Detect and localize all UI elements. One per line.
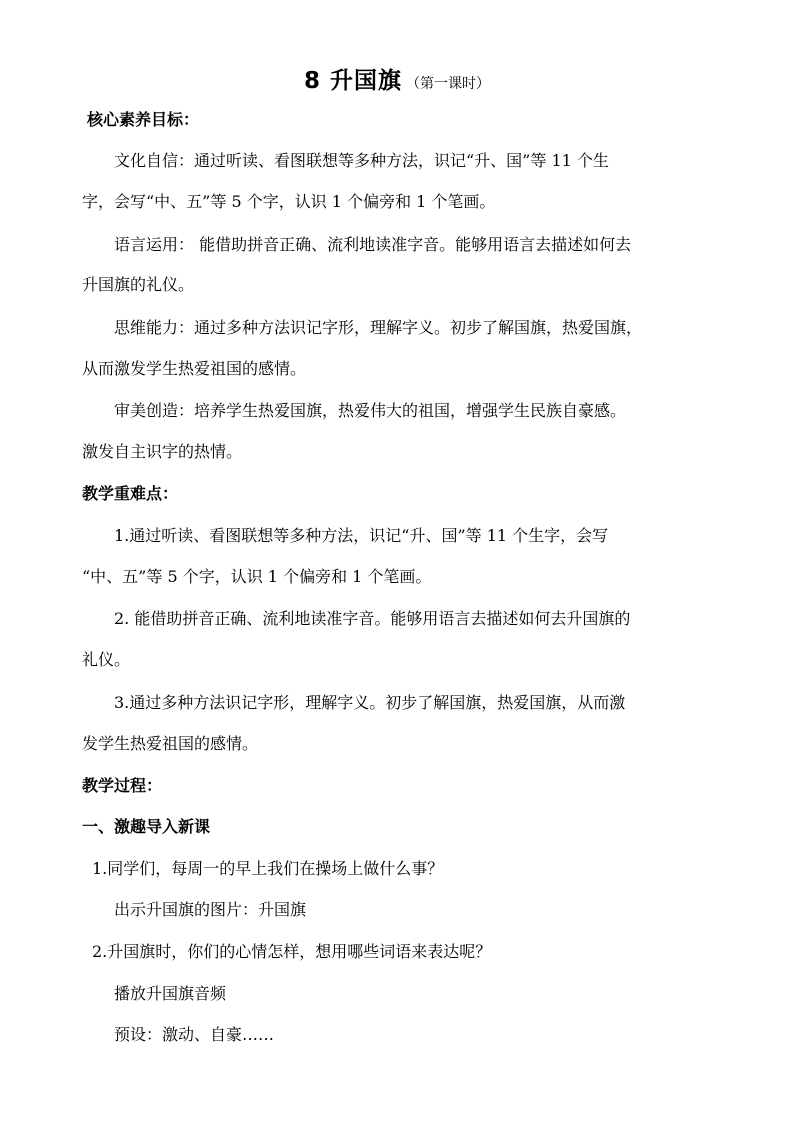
key-points-heading: 教学重难点： — [82, 484, 179, 503]
page-title — [0, 62, 794, 95]
step-1-note: 出示升国旗的图片：升国旗 — [114, 900, 307, 919]
key-point-3-line-2: 发学生热爱祖国的感情。 — [82, 734, 259, 753]
step-1: 1.同学们，每周一的早上我们在操场上做什么事？ — [92, 859, 444, 878]
key-point-1-line-2: “中、五”等 5 个字，认识 1 个偏旁和 1 个笔画。 — [82, 567, 432, 586]
goal-language-line-2: 升国旗的礼仪。 — [82, 275, 195, 294]
page-title-sub: （第一课时） — [406, 76, 490, 92]
goal-culture-line-2: 字，会写“中、五”等 5 个字，认识 1 个偏旁和 1 个笔画。 — [82, 192, 496, 211]
page-title-main: 8 升国旗 — [303, 68, 402, 94]
goal-language-line-1: 语言运用： 能借助拼音正确、流利地读准字音。能够用语言去描述如何去 — [114, 235, 632, 254]
key-point-3-line-1: 3.通过多种方法识记字形，理解字义。初步了解国旗，热爱国旗，从而激 — [114, 693, 626, 712]
key-point-2-line-1: 2. 能借助拼音正确、流利地读准字音。能够用语言去描述如何去升国旗的 — [114, 609, 631, 628]
step-2: 2.升国旗时，你们的心情怎样，想用哪些词语来表达呢？ — [92, 942, 492, 961]
process-heading: 教学过程： — [82, 776, 163, 795]
goal-culture-line-1: 文化自信：通过听读、看图联想等多种方法，识记“升、国”等 11 个生 — [114, 151, 609, 170]
key-point-1-line-1: 1.通过听读、看图联想等多种方法，识记“升、国”等 11 个生字，会写 — [114, 526, 609, 545]
step-2-note-audio: 播放升国旗音频 — [114, 984, 227, 1003]
goals-heading: 核心素养目标： — [87, 110, 200, 129]
step-2-note-preset: 预设：激动、自豪…… — [114, 1025, 275, 1044]
key-point-2-line-2: 礼仪。 — [82, 650, 131, 669]
part-1-heading: 一、激趣导入新课 — [82, 817, 211, 836]
goal-aesthetic-line-2: 激发自主识字的热情。 — [82, 442, 243, 461]
goal-aesthetic-line-1: 审美创造：培养学生热爱国旗，热爱伟大的祖国，增强学生民族自豪感。 — [114, 401, 627, 420]
goal-thinking-line-2: 从而激发学生热爱祖国的感情。 — [82, 359, 307, 378]
goal-thinking-line-1: 思维能力：通过多种方法识记字形，理解字义。初步了解国旗，热爱国旗， — [114, 318, 643, 337]
